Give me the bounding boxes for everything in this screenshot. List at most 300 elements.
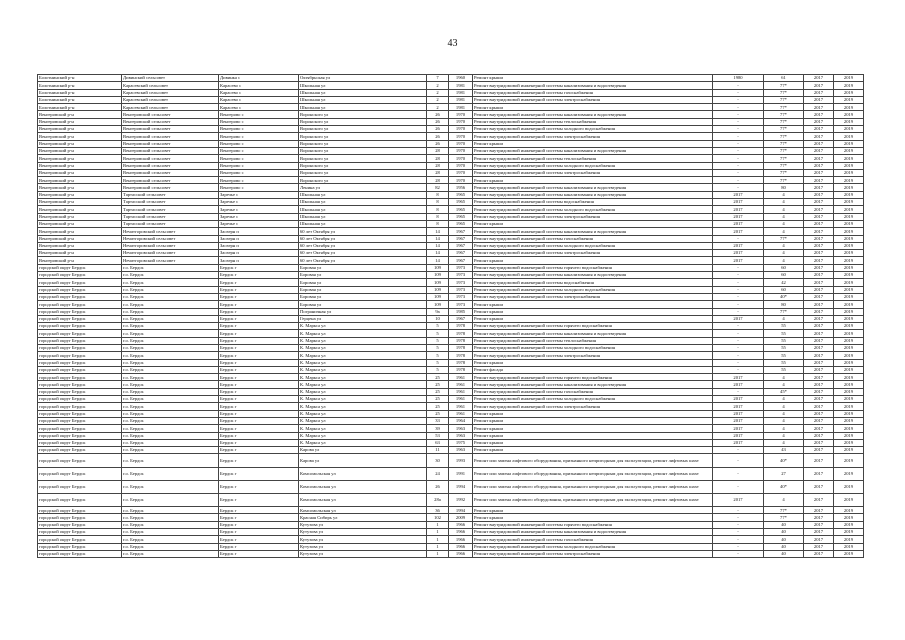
work-type-cell: Ремонт или замена лифтового оборудования, признанного непригодным для эксплуатации, ремонт лифтовых шахт: [473, 454, 713, 467]
settlement-cell: г.о. Бердск: [122, 352, 219, 359]
street-cell: Карова ул: [299, 447, 427, 454]
year-built-cell: 1963: [449, 447, 473, 454]
repair-year-cell: 2017: [713, 191, 764, 198]
settlement-cell: г.о. Бердск: [122, 396, 219, 403]
street-cell: Воронского ул: [299, 111, 427, 118]
plan-start-cell: 2017: [804, 169, 834, 176]
locality-cell: Заозерн п: [219, 242, 299, 249]
work-type-cell: Ремонт внутридомовой инженерной системы канализования и водоотведения: [473, 529, 713, 536]
work-type-cell: Ремонт внутридомовой инженерной системы электроснабжения: [473, 293, 713, 300]
year-built-cell: 1965: [449, 220, 473, 227]
year-built-cell: 1970: [449, 126, 473, 133]
plan-start-cell: 2017: [804, 118, 834, 125]
year-built-cell: 1966: [449, 550, 473, 557]
settlement-cell: Венгеровский сельсовет: [122, 162, 219, 169]
district-cell: городской округ Бердск: [38, 388, 122, 395]
plan-start-cell: 2017: [804, 323, 834, 330]
locality-cell: Бердск г: [219, 514, 299, 521]
work-type-cell: Ремонт внутридомовой инженерной системы холодного водоснабжения: [473, 396, 713, 403]
locality-cell: Венгерово с: [219, 140, 299, 147]
locality-cell: Карасево с: [219, 104, 299, 111]
locality-cell: Венгерово с: [219, 147, 299, 154]
locality-cell: Заречье с: [219, 206, 299, 213]
locality-cell: Бердск г: [219, 410, 299, 417]
wear-percent-cell: 60: [764, 286, 804, 293]
repair-year-cell: 2017: [713, 213, 764, 220]
locality-cell: Бердск г: [219, 417, 299, 424]
wear-percent-cell: 77*: [764, 507, 804, 514]
street-cell: Воронского ул: [299, 140, 427, 147]
table-row: [38, 308, 864, 315]
settlement-cell: Нечитгоровский сельсовет: [122, 257, 219, 264]
table-row: [38, 543, 864, 550]
plan-end-cell: 2019: [834, 529, 864, 536]
street-cell: К. Маркса ул: [299, 323, 427, 330]
table-row: [38, 550, 864, 557]
locality-cell: Карасево с: [219, 89, 299, 96]
repair-year-cell: -: [713, 235, 764, 242]
table-row: [38, 344, 864, 351]
settlement-cell: Нечитгоровский сельсовет: [122, 250, 219, 257]
locality-cell: Бердск г: [219, 293, 299, 300]
street-cell: Воронского ул: [299, 118, 427, 125]
work-type-cell: Ремонт внутридомовой инженерной системы электроснабжения: [473, 169, 713, 176]
street-cell: Воронского ул: [299, 177, 427, 184]
repair-year-cell: -: [713, 155, 764, 162]
wear-percent-cell: 27: [764, 467, 804, 480]
table-row: [38, 126, 864, 133]
plan-start-cell: 2017: [804, 191, 834, 198]
plan-start-cell: 2017: [804, 82, 834, 89]
locality-cell: Бердск г: [219, 286, 299, 293]
wear-percent-cell: 4: [764, 228, 804, 235]
district-cell: городской округ Бердск: [38, 272, 122, 279]
district-cell: городской округ Бердск: [38, 323, 122, 330]
plan-start-cell: 2017: [804, 242, 834, 249]
locality-cell: Бердск г: [219, 432, 299, 439]
street-cell: Воронского ул: [299, 147, 427, 154]
work-type-cell: Ремонт или замена лифтового оборудования, признанного непригодным для эксплуатации, ремонт лифтовых шахт: [473, 480, 713, 493]
plan-start-cell: 2017: [804, 279, 834, 286]
table-row: [38, 228, 864, 235]
work-type-cell: Ремонт крыши: [473, 447, 713, 454]
repair-year-cell: -: [713, 286, 764, 293]
year-built-cell: 1978: [449, 352, 473, 359]
settlement-cell: г.о. Бердск: [122, 536, 219, 543]
plan-end-cell: 2019: [834, 425, 864, 432]
settlement-cell: г.о. Бердск: [122, 330, 219, 337]
wear-percent-cell: 80: [764, 184, 804, 191]
plan-end-cell: 2019: [834, 301, 864, 308]
table-row: [38, 507, 864, 514]
district-cell: Болотнинский р-н: [38, 82, 122, 89]
table-row: [38, 162, 864, 169]
repair-year-cell: -: [713, 344, 764, 351]
plan-end-cell: 2019: [834, 550, 864, 557]
repair-year-cell: -: [713, 507, 764, 514]
district-cell: городской округ Бердск: [38, 494, 122, 507]
work-type-cell: Ремонт внутридомовой инженерной системы горячего водоснабжения: [473, 521, 713, 528]
plan-end-cell: 2019: [834, 330, 864, 337]
plan-end-cell: 2019: [834, 89, 864, 96]
house-number-cell: 8: [427, 220, 449, 227]
plan-end-cell: 2019: [834, 396, 864, 403]
plan-start-cell: 2017: [804, 529, 834, 536]
locality-cell: Заозерн п: [219, 235, 299, 242]
year-built-cell: 1970: [449, 140, 473, 147]
plan-start-cell: 2017: [804, 301, 834, 308]
house-number-cell: 26: [427, 480, 449, 493]
house-number-cell: 28: [427, 162, 449, 169]
table-row: [38, 147, 864, 154]
district-cell: Болотнинский р-н: [38, 89, 122, 96]
table-row: [38, 529, 864, 536]
settlement-cell: г.о. Бердск: [122, 388, 219, 395]
house-number-cell: 1: [427, 529, 449, 536]
house-number-cell: 24: [427, 467, 449, 480]
street-cell: Школьная ул: [299, 96, 427, 103]
district-cell: городской округ Бердск: [38, 359, 122, 366]
work-type-cell: Ремонт внутридомовой инженерной системы канализования и водоотведения: [473, 82, 713, 89]
wear-percent-cell: 45*: [764, 388, 804, 395]
street-cell: К. Маркса ул: [299, 374, 427, 381]
plan-end-cell: 2019: [834, 242, 864, 249]
plan-end-cell: 2019: [834, 432, 864, 439]
locality-cell: Заозерн п: [219, 250, 299, 257]
repair-year-cell: -: [713, 104, 764, 111]
work-type-cell: Ремонт внутридомовой инженерной системы газоснабжения: [473, 388, 713, 395]
plan-start-cell: 2017: [804, 352, 834, 359]
settlement-cell: г.о. Бердск: [122, 467, 219, 480]
wear-percent-cell: 55: [764, 337, 804, 344]
plan-start-cell: 2017: [804, 410, 834, 417]
plan-start-cell: 2017: [804, 374, 834, 381]
house-number-cell: 33: [427, 417, 449, 424]
street-cell: Кутузова ул: [299, 543, 427, 550]
plan-end-cell: 2019: [834, 111, 864, 118]
street-cell: К. Маркса ул: [299, 388, 427, 395]
plan-end-cell: 2019: [834, 352, 864, 359]
table-row: [38, 323, 864, 330]
plan-end-cell: 2019: [834, 381, 864, 388]
house-number-cell: 5: [427, 359, 449, 366]
year-built-cell: 1970: [449, 169, 473, 176]
district-cell: городской округ Бердск: [38, 439, 122, 446]
year-built-cell: 1975: [449, 439, 473, 446]
table-row: [38, 213, 864, 220]
work-type-cell: Ремонт внутридомовой инженерной системы газоснабжения: [473, 536, 713, 543]
year-built-cell: 1963: [449, 432, 473, 439]
plan-start-cell: 2017: [804, 330, 834, 337]
locality-cell: Бердск г: [219, 330, 299, 337]
wear-percent-cell: 4: [764, 381, 804, 388]
district-cell: городской округ Бердск: [38, 536, 122, 543]
house-number-cell: 1: [427, 521, 449, 528]
wear-percent-cell: 55: [764, 344, 804, 351]
work-type-cell: Ремонт крыши: [473, 75, 713, 82]
repair-year-cell: 2017: [713, 220, 764, 227]
street-cell: Школьная ул: [299, 89, 427, 96]
district-cell: Венгеровский р-н: [38, 118, 122, 125]
wear-percent-cell: 40: [764, 521, 804, 528]
locality-cell: Бердск г: [219, 359, 299, 366]
district-cell: городской округ Бердск: [38, 480, 122, 493]
work-type-cell: Ремонт внутридомовой инженерной системы электроснабжения: [473, 352, 713, 359]
wear-percent-cell: 42: [764, 279, 804, 286]
repair-year-cell: -: [713, 162, 764, 169]
year-built-cell: 1956: [449, 184, 473, 191]
plan-start-cell: 2017: [804, 177, 834, 184]
locality-cell: Карасево с: [219, 82, 299, 89]
street-cell: Школьная ул: [299, 104, 427, 111]
district-cell: городской округ Бердск: [38, 301, 122, 308]
wear-percent-cell: 4: [764, 494, 804, 507]
year-built-cell: 1970: [449, 177, 473, 184]
district-cell: городской округ Бердск: [38, 293, 122, 300]
table-row: [38, 111, 864, 118]
district-cell: Венгеровский р-н: [38, 250, 122, 257]
plan-start-cell: 2017: [804, 264, 834, 271]
repair-year-cell: 2017: [713, 439, 764, 446]
settlement-cell: г.о. Бердск: [122, 272, 219, 279]
table-row: [38, 89, 864, 96]
plan-start-cell: 2017: [804, 133, 834, 140]
plan-end-cell: 2019: [834, 206, 864, 213]
street-cell: К. Маркса ул: [299, 344, 427, 351]
plan-end-cell: 2019: [834, 184, 864, 191]
table-row: [38, 118, 864, 125]
year-built-cell: 1961: [449, 396, 473, 403]
wear-percent-cell: 77*: [764, 162, 804, 169]
street-cell: Школьная ул: [299, 206, 427, 213]
repair-year-cell: -: [713, 467, 764, 480]
table-row: [38, 439, 864, 446]
house-number-cell: 14: [427, 250, 449, 257]
repair-year-cell: -: [713, 279, 764, 286]
house-number-cell: 5: [427, 323, 449, 330]
locality-cell: Бердск г: [219, 272, 299, 279]
plan-start-cell: 2017: [804, 315, 834, 322]
plan-start-cell: 2017: [804, 140, 834, 147]
wear-percent-cell: 40: [764, 529, 804, 536]
wear-percent-cell: 4: [764, 220, 804, 227]
wear-percent-cell: 77*: [764, 82, 804, 89]
plan-end-cell: 2019: [834, 250, 864, 257]
repair-year-cell: 2017: [713, 199, 764, 206]
table-row: [38, 366, 864, 373]
work-type-cell: Ремонт или замена лифтового оборудования, признанного непригодным для эксплуатации, ремонт лифтовых шахт: [473, 494, 713, 507]
repair-year-cell: -: [713, 82, 764, 89]
district-cell: городской округ Бердск: [38, 330, 122, 337]
work-type-cell: Ремонт крыши: [473, 140, 713, 147]
plan-start-cell: 2017: [804, 366, 834, 373]
table-row: [38, 410, 864, 417]
work-type-cell: Ремонт внутридомовой инженерной системы горячего водоснабжения: [473, 323, 713, 330]
work-type-cell: Ремонт внутридомовой инженерной системы канализования и водоотведения: [473, 330, 713, 337]
plan-end-cell: 2019: [834, 228, 864, 235]
street-cell: Комсомольская ул: [299, 480, 427, 493]
table-row: [38, 155, 864, 162]
plan-end-cell: 2019: [834, 374, 864, 381]
repair-year-cell: -: [713, 359, 764, 366]
year-built-cell: 1961: [449, 388, 473, 395]
plan-end-cell: 2019: [834, 293, 864, 300]
work-type-cell: Ремонт внутридомовой инженерной системы электроснабжения: [473, 550, 713, 557]
work-type-cell: Ремонт крыши: [473, 514, 713, 521]
street-cell: 60 лет Октября ул: [299, 242, 427, 249]
work-type-cell: Ремонт крыши: [473, 507, 713, 514]
settlement-cell: Нечитгоровский сельсовет: [122, 242, 219, 249]
plan-end-cell: 2019: [834, 118, 864, 125]
district-cell: Венгеровский р-н: [38, 162, 122, 169]
repair-year-cell: -: [713, 293, 764, 300]
locality-cell: Заречье с: [219, 191, 299, 198]
house-number-cell: 26: [427, 133, 449, 140]
plan-end-cell: 2019: [834, 96, 864, 103]
district-cell: городской округ Бердск: [38, 344, 122, 351]
settlement-cell: Венгеровский сельсовет: [122, 184, 219, 191]
repair-year-cell: -: [713, 308, 764, 315]
settlement-cell: г.о. Бердск: [122, 543, 219, 550]
settlement-cell: г.о. Бердск: [122, 315, 219, 322]
locality-cell: Заречье с: [219, 213, 299, 220]
house-number-cell: 14: [427, 257, 449, 264]
repair-year-cell: 2017: [713, 494, 764, 507]
settlement-cell: г.о. Бердск: [122, 425, 219, 432]
plan-start-cell: 2017: [804, 220, 834, 227]
table-row: [38, 381, 864, 388]
plan-start-cell: 2017: [804, 388, 834, 395]
plan-end-cell: 2019: [834, 417, 864, 424]
district-cell: Венгеровский р-н: [38, 228, 122, 235]
locality-cell: Бердск г: [219, 529, 299, 536]
work-type-cell: Ремонт внутридомовой инженерной системы теплоснабжения: [473, 118, 713, 125]
work-type-cell: Ремонт крыши: [473, 425, 713, 432]
repair-year-cell: -: [713, 529, 764, 536]
plan-start-cell: 2017: [804, 507, 834, 514]
district-cell: городской округ Бердск: [38, 543, 122, 550]
year-built-cell: 1966: [449, 521, 473, 528]
work-type-cell: Ремонт внутридомовой инженерной системы холодного водоснабжения: [473, 162, 713, 169]
house-number-cell: 1: [427, 550, 449, 557]
settlement-cell: г.о. Бердск: [122, 337, 219, 344]
work-type-cell: Ремонт внутридомовой инженерной системы холодного водоснабжения: [473, 206, 713, 213]
house-number-cell: 26: [427, 140, 449, 147]
house-number-cell: 26: [427, 118, 449, 125]
table-row: [38, 177, 864, 184]
year-built-cell: 1973: [449, 279, 473, 286]
house-number-cell: 26: [427, 111, 449, 118]
wear-percent-cell: 77*: [764, 140, 804, 147]
year-built-cell: 1973: [449, 272, 473, 279]
plan-start-cell: 2017: [804, 550, 834, 557]
table-row: [38, 359, 864, 366]
work-type-cell: Ремонт внутридомовой инженерной системы холодного водоснабжения: [473, 242, 713, 249]
year-built-cell: 1966: [449, 529, 473, 536]
settlement-cell: г.о. Бердск: [122, 381, 219, 388]
work-type-cell: Ремонт внутридомовой инженерной системы холодного водоснабжения: [473, 543, 713, 550]
wear-percent-cell: 77*: [764, 96, 804, 103]
locality-cell: Бердск г: [219, 352, 299, 359]
locality-cell: Бердск г: [219, 264, 299, 271]
wear-percent-cell: 4: [764, 417, 804, 424]
repair-year-cell: 2017: [713, 228, 764, 235]
house-number-cell: 25: [427, 381, 449, 388]
plan-end-cell: 2019: [834, 133, 864, 140]
district-cell: городской округ Бердск: [38, 550, 122, 557]
locality-cell: Бердск г: [219, 301, 299, 308]
year-built-cell: 1978: [449, 330, 473, 337]
repair-year-cell: -: [713, 521, 764, 528]
work-type-cell: Ремонт внутридомовой инженерной системы электроснабжения: [473, 250, 713, 257]
repair-year-cell: -: [713, 177, 764, 184]
settlement-cell: г.о. Бердск: [122, 344, 219, 351]
settlement-cell: Нечитгоровский сельсовет: [122, 235, 219, 242]
house-number-cell: 8: [427, 191, 449, 198]
year-built-cell: 1994: [449, 480, 473, 493]
repair-year-cell: -: [713, 480, 764, 493]
year-built-cell: 1963: [449, 425, 473, 432]
locality-cell: Заозерн п: [219, 257, 299, 264]
wear-percent-cell: 77*: [764, 177, 804, 184]
wear-percent-cell: 77*: [764, 155, 804, 162]
work-type-cell: Ремонт крыши: [473, 301, 713, 308]
district-cell: городской округ Бердск: [38, 337, 122, 344]
district-cell: Венгеровский р-н: [38, 257, 122, 264]
house-number-cell: 8: [427, 213, 449, 220]
year-built-cell: 1967: [449, 250, 473, 257]
street-cell: К. Маркса ул: [299, 432, 427, 439]
wear-percent-cell: 4: [764, 257, 804, 264]
repair-year-cell: -: [713, 514, 764, 521]
settlement-cell: г.о. Бердск: [122, 514, 219, 521]
wear-percent-cell: 4: [764, 206, 804, 213]
district-cell: городской округ Бердск: [38, 514, 122, 521]
house-number-cell: 109: [427, 293, 449, 300]
district-cell: городской округ Бердск: [38, 467, 122, 480]
year-built-cell: 1965: [449, 199, 473, 206]
settlement-cell: г.о. Бердск: [122, 323, 219, 330]
work-type-cell: Ремонт внутридомовой инженерной системы канализования и водоотведения: [473, 111, 713, 118]
repair-year-cell: -: [713, 447, 764, 454]
plan-start-cell: 2017: [804, 126, 834, 133]
locality-cell: Бердск г: [219, 439, 299, 446]
settlement-cell: Тартасский сельсовет: [122, 199, 219, 206]
year-built-cell: 2009: [449, 514, 473, 521]
settlement-cell: г.о. Бердск: [122, 366, 219, 373]
district-cell: городской округ Бердск: [38, 425, 122, 432]
settlement-cell: г.о. Бердск: [122, 494, 219, 507]
repair-year-cell: -: [713, 184, 764, 191]
repair-year-cell: -: [713, 118, 764, 125]
year-built-cell: 1978: [449, 359, 473, 366]
settlement-cell: Дивинский сельсовет: [122, 75, 219, 82]
settlement-cell: г.о. Бердск: [122, 480, 219, 493]
house-number-cell: 11: [427, 447, 449, 454]
settlement-cell: Тартасский сельсовет: [122, 191, 219, 198]
settlement-cell: Венгеровский сельсовет: [122, 140, 219, 147]
district-cell: Венгеровский р-н: [38, 235, 122, 242]
table-row: [38, 82, 864, 89]
table-row: [38, 279, 864, 286]
plan-end-cell: 2019: [834, 467, 864, 480]
house-number-cell: 2: [427, 104, 449, 111]
work-type-cell: Ремонт внутридомовой инженерной системы канализования и водоотведения: [473, 147, 713, 154]
plan-end-cell: 2019: [834, 191, 864, 198]
street-cell: 60 лет Октября ул: [299, 235, 427, 242]
wear-percent-cell: 4: [764, 213, 804, 220]
table-row: [38, 425, 864, 432]
